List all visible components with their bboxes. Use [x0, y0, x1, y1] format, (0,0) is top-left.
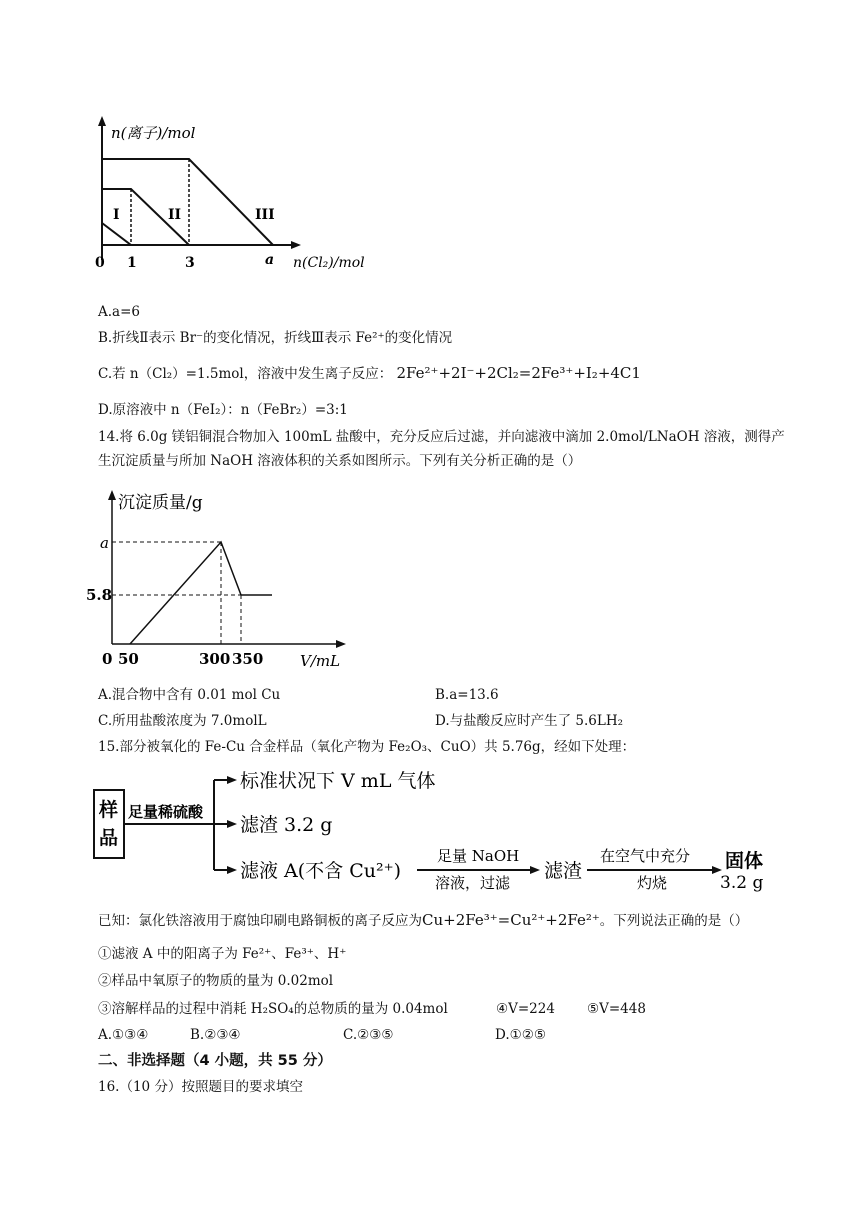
- x-tick-50: 50: [118, 650, 139, 668]
- q15-option-d: D.①②⑤: [495, 1027, 546, 1043]
- sample-char-2: 品: [99, 827, 119, 849]
- q15-option-c: C.②③⑤: [343, 1027, 394, 1043]
- q14-option-c: C.所用盐酸浓度为 7.0molL: [98, 713, 267, 729]
- y-tick-5-8: 5.8: [86, 586, 113, 604]
- q14-option-d: D.与盐酸反应时产生了 5.6LH₂: [435, 713, 624, 729]
- line-label-II: II: [168, 207, 182, 223]
- filter-label: 溶液，过滤: [435, 874, 511, 892]
- q14-stem-line2: 生沉淀质量与所加 NaOH 溶液体积的关系如图所示。下列有关分析正确的是（）: [98, 453, 582, 469]
- x-tick-a: a: [265, 252, 275, 268]
- line-III: [102, 159, 273, 245]
- q13-option-b: B.折线Ⅱ表示 Br⁻的变化情况，折线Ⅲ表示 Fe²⁺的变化情况: [98, 330, 453, 346]
- q16-stem: 16.（10 分）按照题目的要求填空: [98, 1079, 303, 1095]
- burn-label: 灼烧: [637, 874, 668, 892]
- q13-option-c: [98, 364, 641, 383]
- q15-known-tail: 。下列说法正确的是（）: [599, 913, 749, 929]
- x-tick-3: 3: [185, 255, 195, 271]
- q15-statement-2: ②样品中氧原子的物质的量为 0.02mol: [98, 973, 334, 989]
- q13-figure: [95, 112, 385, 277]
- q15-option-a: A.①③④: [98, 1027, 149, 1043]
- gas-product: 标准状况下 V mL 气体: [240, 770, 436, 792]
- q13-option-a: A.a=6: [98, 304, 140, 320]
- q15-statement-3: ③溶解样品的过程中消耗 H₂SO₄的总物质的量为 0.04mol: [98, 1001, 448, 1017]
- x-axis-label: V/mL: [300, 652, 341, 670]
- q13-option-d: D.原溶液中 n（FeI₂）：n（FeBr₂）=3:1: [98, 402, 348, 418]
- line-label-I: I: [113, 207, 120, 223]
- reagent-label: 足量稀硫酸: [128, 803, 204, 821]
- q15-stem: 15.部分被氧化的 Fe-Cu 合金样品（氧化产物为 Fe₂O₃、CuO）共 5.76g，经如下处理：: [98, 739, 636, 755]
- q13-option-c-text: C.若 n（Cl₂）=1.5mol，溶液中发生离子反应：: [98, 366, 393, 382]
- y-axis-label: n(离子)/mol: [111, 124, 196, 142]
- x-tick-350: 350: [232, 650, 264, 668]
- x-axis-label: n(Cl₂)/mol: [293, 255, 365, 271]
- q15-flowchart: [92, 764, 792, 894]
- q15-statement-1: ①滤液 A 中的阳离子为 Fe²⁺、Fe³⁺、H⁺: [98, 946, 347, 962]
- residue-product: 滤渣 3.2 g: [240, 814, 333, 836]
- sample-char-1: 样: [99, 799, 119, 821]
- solid-mass: 3.2 g: [720, 873, 764, 893]
- residue-2: 滤渣: [544, 860, 583, 882]
- q14-figure: [86, 486, 360, 672]
- air-label: 在空气中充分: [600, 847, 691, 865]
- solid-label: 固体: [725, 850, 764, 872]
- section-2-heading: 二、非选择题（4 小题，共 55 分）: [98, 1053, 332, 1069]
- x-tick-300: 300: [199, 650, 231, 668]
- filtrate-a: 滤液 A(不含 Cu²⁺): [240, 860, 402, 882]
- x-tick-1: 1: [127, 255, 137, 271]
- q13-option-c-equation: 2Fe²⁺+2I⁻+2Cl₂=2Fe³⁺+I₂+4C1: [396, 364, 641, 382]
- y-tick-a: a: [100, 534, 109, 552]
- q15-known-equation: Cu+2Fe³⁺=Cu²⁺+2Fe²⁺: [422, 911, 600, 929]
- q15-known: [98, 911, 748, 930]
- precipitate-curve: [130, 542, 272, 644]
- q14-option-b: B.a=13.6: [435, 687, 499, 703]
- q15-known-text: 已知：氯化铁溶液用于腐蚀印刷电路铜板的离子反应为: [98, 913, 422, 929]
- q15-option-b: B.②③④: [190, 1027, 241, 1043]
- q15-statement-4: ④V=224: [496, 1001, 555, 1017]
- x-tick-0: 0: [102, 650, 113, 668]
- line-label-III: III: [255, 207, 275, 223]
- x-tick-0: 0: [95, 255, 105, 271]
- q15-statement-5: ⑤V=448: [587, 1001, 646, 1017]
- naoh-label: 足量 NaOH: [437, 847, 520, 865]
- q14-option-a: A.混合物中含有 0.01 mol Cu: [98, 687, 281, 703]
- line-I: [102, 223, 131, 245]
- y-axis-label: 沉淀质量/g: [118, 493, 203, 513]
- q14-stem-line1: 14.将 6.0g 镁铝铜混合物加入 100mL 盐酸中，充分反应后过滤，并向滤液中滴加 2.0mol/LNaOH 溶液，测得产: [98, 429, 785, 445]
